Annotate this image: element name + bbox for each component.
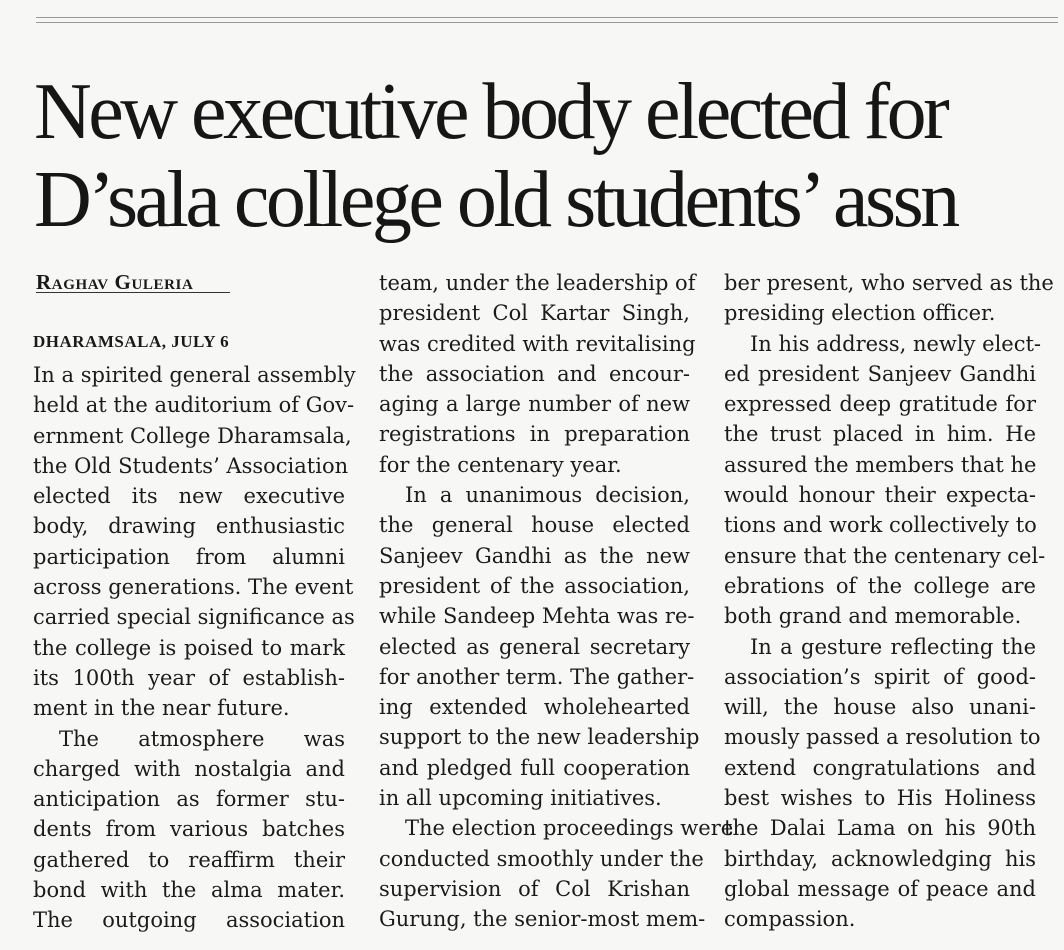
text-line: assured the members that he [724, 452, 1037, 477]
text-line: ber present, who served as the [724, 271, 1054, 295]
text-line: the Old Students’ Association [33, 453, 349, 478]
text-line: global message of peace and [724, 876, 1036, 901]
text-line: for the centenary year. [379, 452, 622, 477]
headline-line-2: D’sala college old students’ assn [34, 156, 957, 244]
text-line: in all upcoming initiatives. [379, 786, 662, 811]
byline-underline [36, 292, 230, 293]
text-line: anticipation as former stu- [33, 787, 345, 812]
text-line: elected as general secretary [379, 634, 690, 659]
text-line: ebrations of the college are [724, 573, 1036, 598]
text-line: across generations. The event [33, 575, 354, 600]
text-line: ment in the near future. [33, 696, 290, 721]
text-line: conducted smoothly under the [379, 846, 704, 871]
text-line: charged with nostalgia and [33, 756, 345, 781]
text-line: will, the house also unani- [724, 695, 1036, 720]
text-line: The outgoing association [33, 908, 345, 933]
text-line: the general house elected [379, 513, 690, 538]
text-line: would honour their expecta- [724, 483, 1036, 508]
text-line: bond with the alma mater. [33, 878, 345, 903]
text-line: for another term. The gather- [379, 664, 695, 689]
text-line: In a gesture reflecting the [750, 634, 1036, 659]
text-line: both grand and memorable. [724, 604, 1022, 629]
text-line: body, drawing enthusiastic [33, 514, 345, 539]
text-line: was credited with revitalising [379, 331, 696, 356]
text-line: ernment College Dharamsala, [33, 423, 352, 448]
text-line: support to the new leadership [379, 725, 700, 750]
text-line: supervision of Col Krishan [379, 876, 690, 901]
text-line: the college is poised to mark [33, 635, 345, 660]
headline-line-1: New executive body elected for [34, 68, 947, 156]
text-line: Sanjeev Gandhi as the new [379, 543, 690, 568]
text-line: extend congratulations and [724, 755, 1036, 780]
text-line: tions and work collectively to [724, 513, 1037, 538]
text-line: In a spirited general assembly [33, 363, 356, 387]
text-line: In a unanimous decision, [405, 483, 690, 508]
text-line: the association and encour- [379, 361, 690, 386]
article-column-2 [379, 268, 734, 935]
text-line: dents from various batches [33, 817, 345, 842]
article-headline [34, 68, 1054, 244]
text-line: mously passed a resolution to [724, 725, 1041, 750]
text-line: elected its new executive [33, 484, 345, 509]
text-line: president of the association, [379, 573, 690, 598]
text-line: ing extended wholehearted [379, 695, 690, 720]
top-rule [36, 17, 1058, 18]
article-column-1 [33, 360, 356, 936]
byline: Raghav Guleria [36, 270, 194, 294]
top-rule-secondary [36, 22, 1058, 23]
text-line: ed president Sanjeev Gandhi [724, 361, 1036, 386]
text-line: the trust placed in him. He [724, 422, 1036, 447]
text-line: birthday, acknowledging his [724, 846, 1036, 871]
text-line: presiding election officer. [724, 301, 996, 326]
text-line: The election proceedings were [405, 816, 734, 841]
text-line: its 100th year of establish- [33, 665, 345, 690]
text-line: ensure that the centenary cel- [724, 543, 1046, 568]
text-line: compassion. [724, 907, 856, 932]
text-line: In his address, newly elect- [750, 331, 1042, 356]
text-line: The atmosphere was [59, 726, 345, 751]
text-line: president Col Kartar Singh, [379, 301, 690, 326]
text-line: team, under the leadership of [379, 271, 696, 295]
dateline: DHARAMSALA, JULY 6 [33, 332, 230, 351]
text-line: expressed deep gratitude for [724, 392, 1036, 417]
article-column-3 [724, 268, 1054, 935]
text-line: best wishes to His Holiness [724, 786, 1036, 811]
text-line: association’s spirit of good- [724, 664, 1036, 689]
text-line: participation from alumni [33, 544, 345, 569]
text-line: gathered to reaffirm their [33, 847, 345, 872]
text-line: Gurung, the senior-most mem- [379, 907, 706, 932]
text-line: registrations in preparation [379, 422, 690, 447]
text-line: the Dalai Lama on his 90th [724, 816, 1036, 841]
text-line: and pledged full cooperation [379, 755, 690, 780]
text-line: carried special significance as [33, 605, 355, 630]
text-line: held at the auditorium of Gov- [33, 393, 355, 418]
text-line: while Sandeep Mehta was re- [379, 604, 695, 629]
text-line: aging a large number of new [379, 392, 690, 417]
